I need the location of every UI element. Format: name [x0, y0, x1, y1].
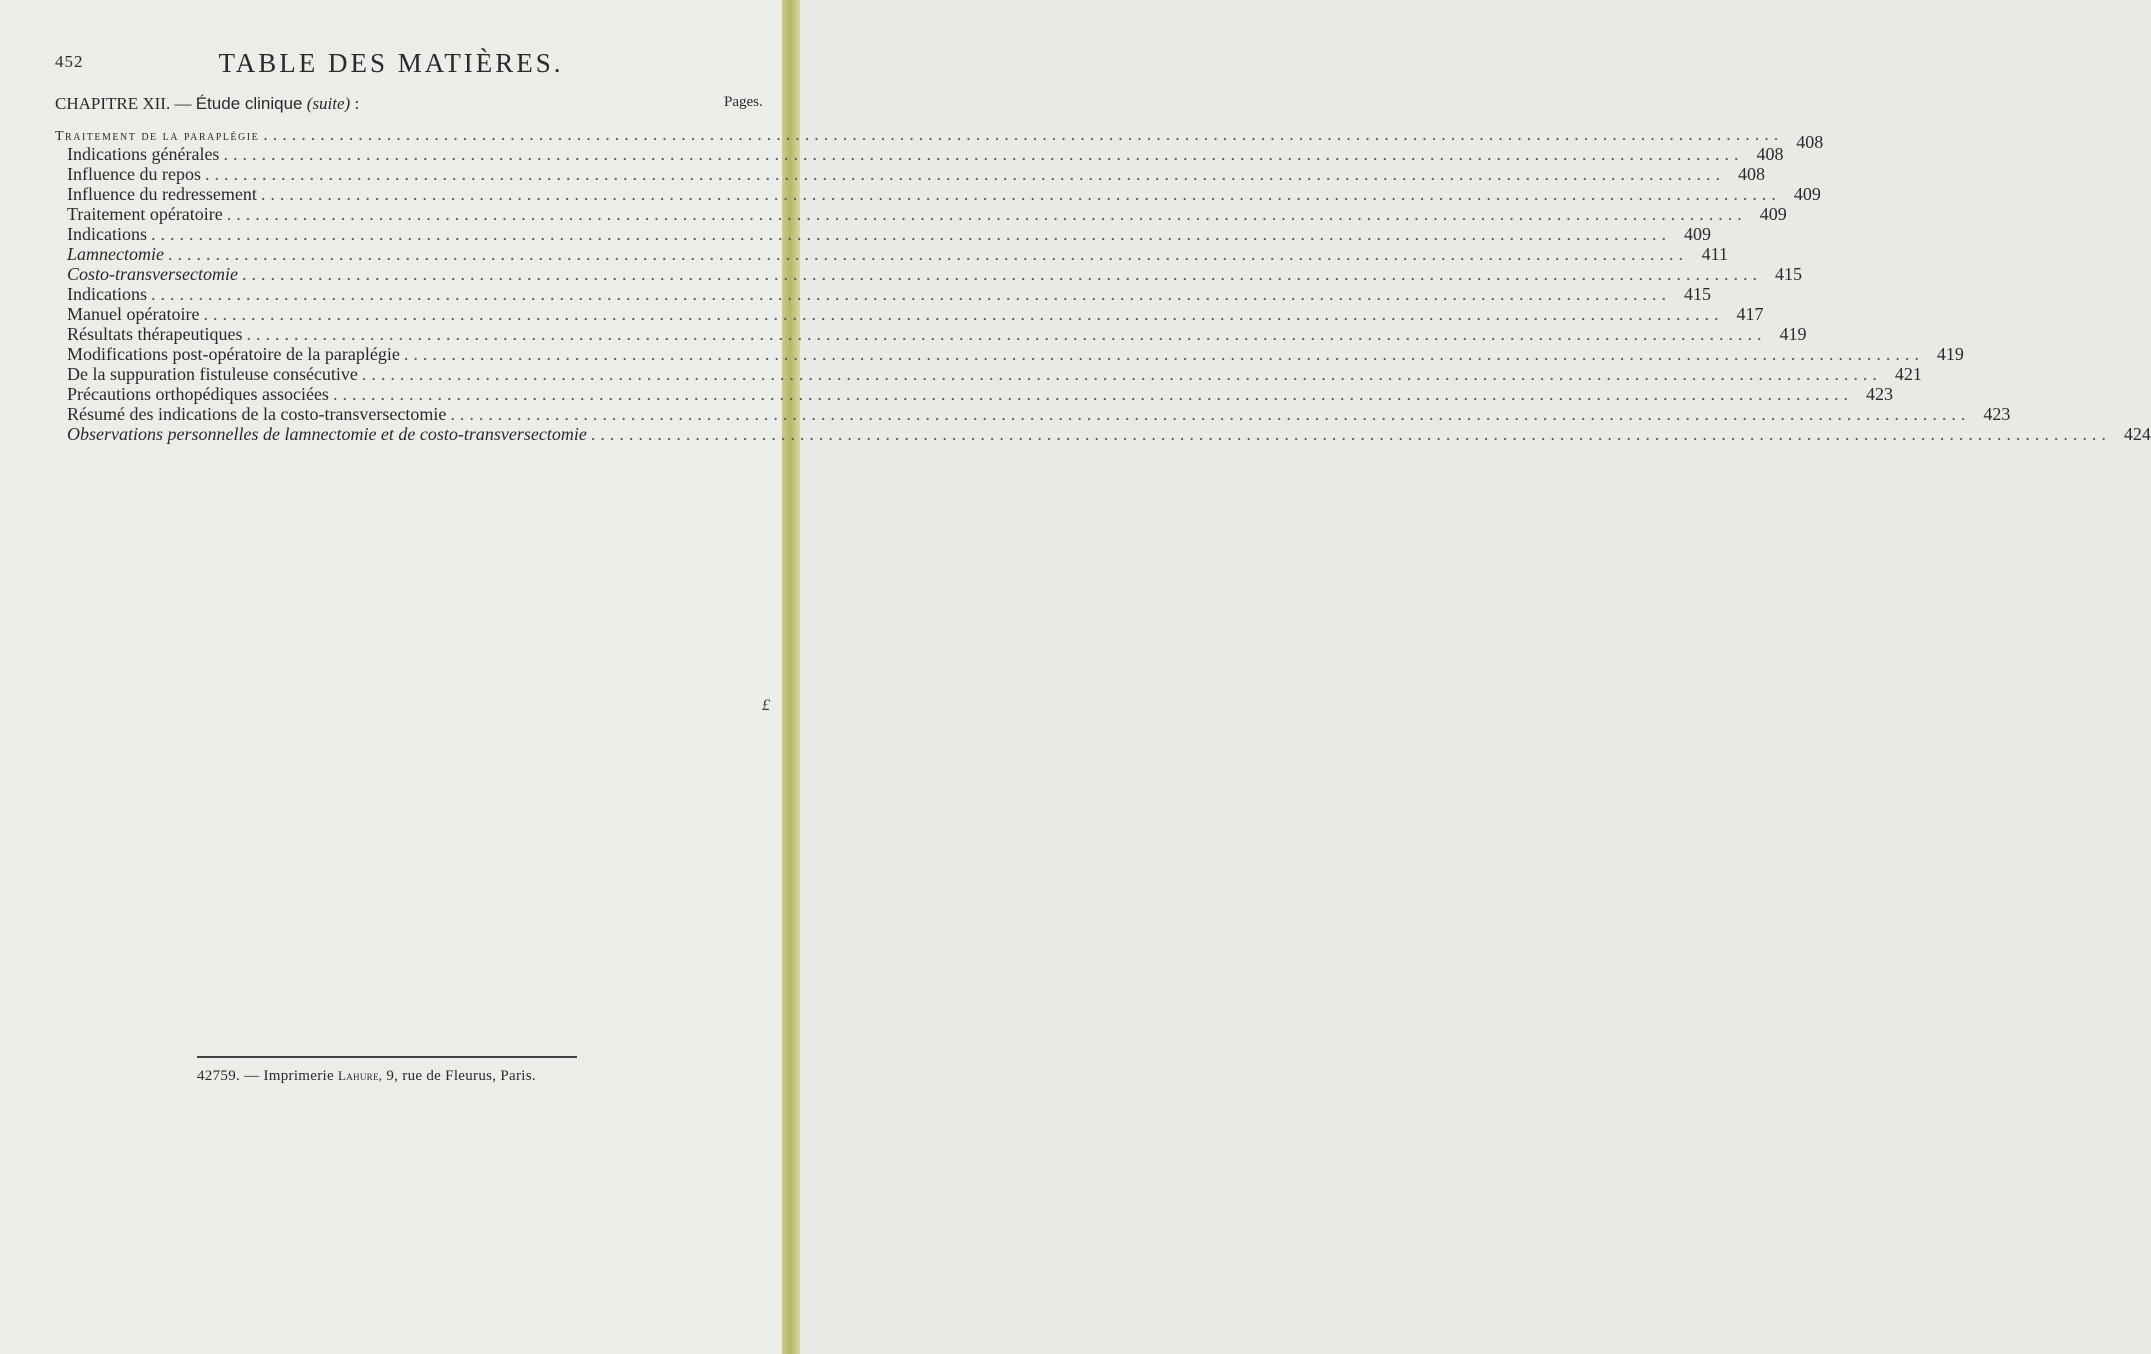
toc-entry-label: Influence du repos [67, 164, 201, 184]
toc-entry [55, 324, 1807, 344]
toc-leader-dots: ................................................................................................................................................................ [263, 124, 1784, 144]
toc-entry-page: 419 [1779, 324, 1807, 344]
toc-leader-dots: ................................................................................................................................................................ [226, 204, 1747, 224]
toc-entry-page: 408 [1737, 164, 1765, 184]
toc-leader-dots: ................................................................................................................................................................ [203, 304, 1724, 324]
toc-leader-dots: ................................................................................................................................................................ [246, 324, 1767, 344]
toc-entry [55, 344, 1964, 364]
toc-entry-page: 423 [1865, 384, 1893, 404]
toc-entry-label: Traitement de la paraplégie [55, 129, 260, 144]
toc-entry-label: Influence du redressement [67, 184, 257, 204]
toc-entry-label: Résumé des indications de la costo-transversectomie [67, 404, 447, 424]
toc-entry [55, 224, 1711, 244]
toc-entry-page: 424 [2123, 424, 2151, 444]
chapter-title: Étude clinique [195, 94, 303, 113]
toc-entry-label: Indications [67, 224, 147, 244]
running-title: TABLE DES MATIÈRES. [218, 48, 564, 78]
toc-entry-page: 417 [1736, 304, 1764, 324]
pages-column-label: Pages. [724, 94, 763, 110]
printer-address: 9, rue de Fleurus, Paris. [386, 1068, 536, 1084]
toc-entry [55, 304, 1764, 324]
toc-leader-dots: ................................................................................................................................................................ [150, 284, 1671, 304]
chapter-colon: : [354, 94, 360, 113]
toc-entry [55, 364, 1922, 384]
toc-entry [55, 424, 2151, 444]
toc-leader-dots: ................................................................................................................................................................ [167, 244, 1688, 264]
toc-entry-page: 409 [1759, 204, 1787, 224]
toc-entry [55, 124, 1824, 152]
toc-entry [55, 204, 1787, 224]
toc-entry-label: Observations personnelles de lamnectomie et de costo-transversectomie [67, 424, 587, 444]
toc-entry-label: Précautions orthopédiques associées [67, 384, 329, 404]
toc-entry [55, 284, 1711, 304]
toc-entry-label: Lamnectomie [67, 244, 164, 264]
toc-leader-dots: ................................................................................................................................................................ [223, 144, 1744, 164]
toc-entry-label: Indications générales [67, 144, 220, 164]
toc-leader-dots: ................................................................................................................................................................ [590, 424, 2111, 444]
print-number: 42759. — [197, 1068, 260, 1084]
toc-entry-page: 409 [1793, 184, 1821, 204]
toc-leader-dots: ................................................................................................................................................................ [450, 404, 1971, 424]
toc-entry-label: Modifications post-opératoire de la paraplégie [67, 344, 400, 364]
toc-entry-label: Résultats thérapeutiques [67, 324, 243, 344]
toc-leader-dots: ................................................................................................................................................................ [361, 364, 1882, 384]
toc-entry [55, 264, 1802, 284]
table-of-contents [55, 124, 2151, 444]
toc-entry-page: 415 [1774, 264, 1802, 284]
printer-label: Imprimerie [263, 1068, 334, 1084]
toc-entry-label: De la suppuration fistuleuse consécutive [67, 364, 358, 384]
toc-leader-dots: ................................................................................................................................................................ [241, 264, 1762, 284]
toc-entry-page: 411 [1701, 244, 1728, 264]
toc-entry [55, 244, 1728, 264]
toc-entry-label: Indications [67, 284, 147, 304]
toc-entry-label: Traitement opératoire [67, 204, 223, 224]
toc-entry-page: 409 [1683, 224, 1711, 244]
toc-entry-page: 415 [1683, 284, 1711, 304]
margin-mark: £ [762, 697, 770, 714]
toc-entry [55, 164, 1765, 184]
toc-leader-dots: ................................................................................................................................................................ [260, 184, 1781, 204]
toc-entry-page: 408 [1796, 132, 1824, 152]
toc-leader-dots: ................................................................................................................................................................ [332, 384, 1853, 404]
chapter-heading [55, 94, 359, 114]
toc-entry [55, 184, 1821, 204]
footer-rule [197, 1056, 577, 1058]
toc-entry [55, 144, 1784, 164]
toc-entry [55, 384, 1893, 404]
chapter-label: CHAPITRE XII. — [55, 94, 192, 113]
toc-entry [55, 404, 2011, 424]
page-number: 452 [55, 52, 84, 71]
toc-entry-label: Costo-transversectomie [67, 264, 238, 284]
toc-entry-page: 421 [1894, 364, 1922, 384]
toc-entry-page: 419 [1936, 344, 1964, 364]
printer-footer [197, 1068, 536, 1085]
toc-leader-dots: ................................................................................................................................................................ [403, 344, 1924, 364]
chapter-suite: (suite) [306, 94, 351, 113]
toc-entry-label: Manuel opératoire [67, 304, 200, 324]
toc-leader-dots: ................................................................................................................................................................ [150, 224, 1671, 244]
toc-entry-page: 408 [1756, 144, 1784, 164]
toc-entry-page: 423 [1983, 404, 2011, 424]
printer-name: Lahure, [338, 1068, 383, 1083]
toc-leader-dots: ................................................................................................................................................................ [204, 164, 1725, 184]
